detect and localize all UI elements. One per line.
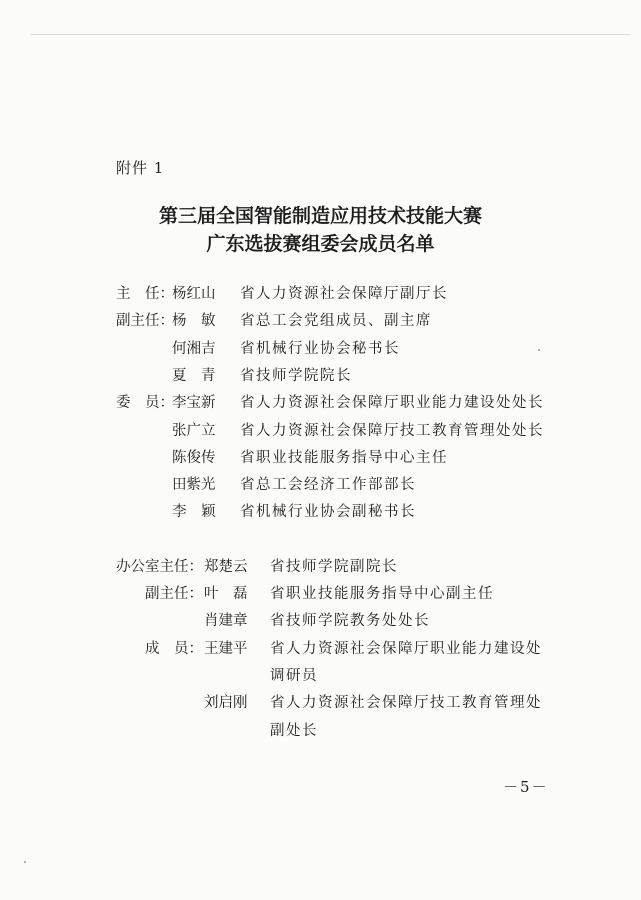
member-post: 省人力资源社会保障厅技工教育管理处 bbox=[270, 695, 542, 711]
role-label: 成 员： bbox=[145, 641, 203, 657]
title-line-1: 第三届全国智能制造应用技术技能大赛 bbox=[158, 205, 482, 227]
member-name: 张广立 bbox=[172, 423, 216, 439]
member-name: 杨 敏 bbox=[172, 313, 216, 329]
scan-speck bbox=[538, 349, 540, 351]
member-name: 郑楚云 bbox=[204, 559, 248, 575]
member-post: 省人力资源社会保障厅职业能力建设处 bbox=[270, 641, 542, 657]
member-name: 陈俊传 bbox=[172, 450, 216, 466]
member-name: 李 颖 bbox=[172, 504, 216, 520]
member-post-continued: 副处长 bbox=[270, 723, 318, 739]
page-number: －5－ bbox=[503, 778, 549, 796]
member-post: 省职业技能服务指导中心主任 bbox=[240, 450, 448, 466]
member-post-continued: 调研员 bbox=[270, 668, 318, 684]
role-label: 副主任： bbox=[145, 586, 203, 602]
member-name: 李宝新 bbox=[172, 395, 216, 411]
member-post: 省技师学院院长 bbox=[240, 368, 352, 384]
member-name: 田紫光 bbox=[172, 477, 216, 493]
member-post: 省总工会党组成员、副主席 bbox=[240, 313, 432, 329]
member-name: 杨红山 bbox=[172, 286, 216, 302]
member-post: 省总工会经济工作部部长 bbox=[240, 477, 416, 493]
role-label: 主 任： bbox=[116, 286, 174, 302]
member-name: 肖建章 bbox=[204, 613, 248, 629]
member-post: 省人力资源社会保障厅副厅长 bbox=[240, 286, 448, 302]
member-name: 王建平 bbox=[204, 641, 248, 657]
member-post: 省人力资源社会保障厅职业能力建设处处长 bbox=[240, 395, 544, 411]
member-name: 夏 青 bbox=[172, 368, 216, 384]
member-post: 省技师学院副院长 bbox=[270, 559, 398, 575]
member-name: 刘启刚 bbox=[204, 695, 248, 711]
scan-speck bbox=[24, 861, 26, 863]
role-label: 办公室主任： bbox=[116, 559, 203, 575]
title-line-2: 广东选拔赛组委会成员名单 bbox=[206, 233, 435, 255]
member-name: 何湘吉 bbox=[172, 341, 216, 357]
member-post: 省人力资源社会保障厅技工教育管理处处长 bbox=[240, 423, 544, 439]
member-post: 省职业技能服务指导中心副主任 bbox=[270, 586, 494, 602]
member-post: 省机械行业协会秘书长 bbox=[240, 341, 400, 357]
member-post: 省技师学院教务处处长 bbox=[270, 613, 430, 629]
member-name: 叶 磊 bbox=[204, 586, 248, 602]
role-label: 委 员： bbox=[116, 395, 174, 411]
scan-edge-line bbox=[30, 34, 630, 35]
attachment-label: 附件 1 bbox=[116, 159, 165, 177]
role-label: 副主任： bbox=[116, 313, 174, 329]
member-post: 省机械行业协会副秘书长 bbox=[240, 504, 416, 520]
